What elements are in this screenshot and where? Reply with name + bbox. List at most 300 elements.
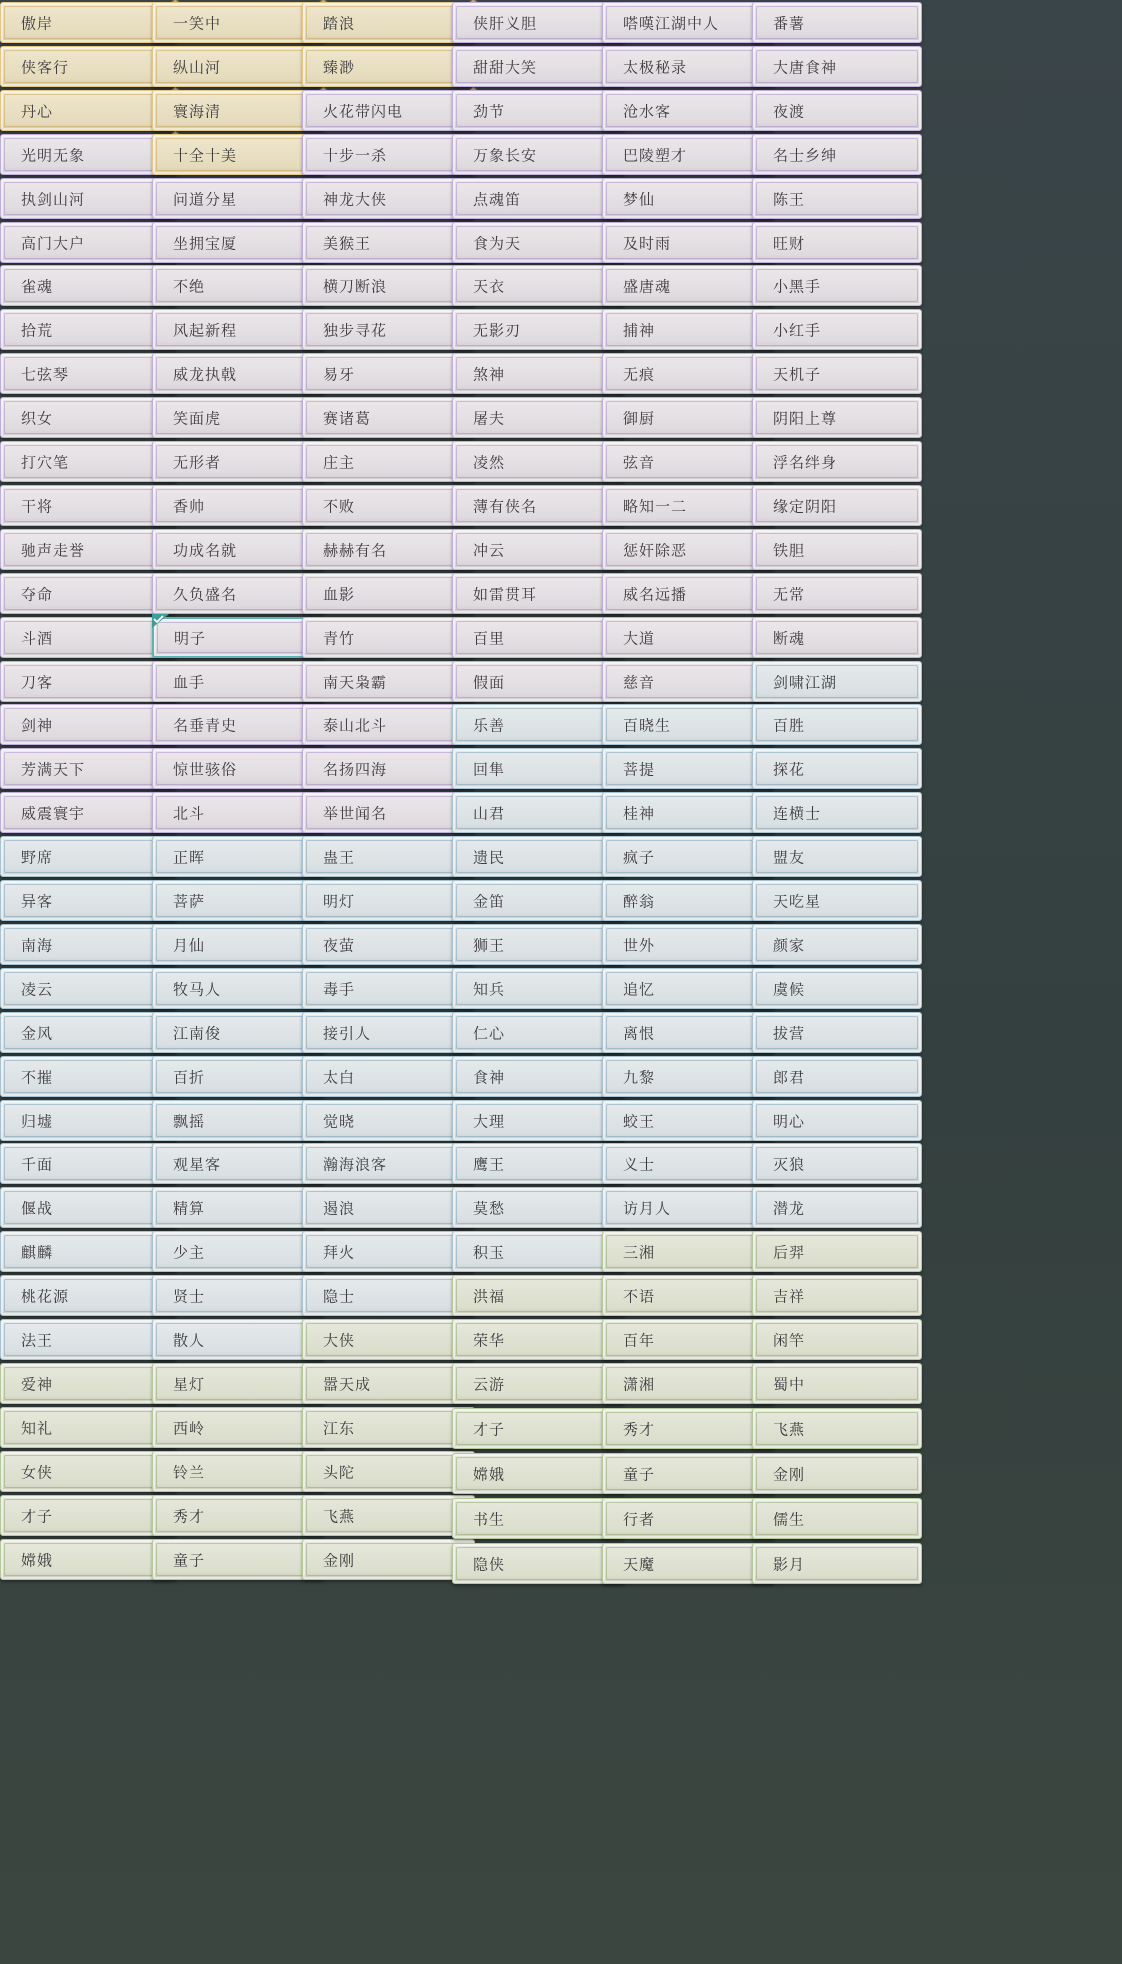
title-tile[interactable] [152, 792, 325, 833]
title-tile[interactable] [0, 1407, 177, 1448]
title-label: 小黑手 [773, 277, 822, 295]
title-tile[interactable] [152, 134, 325, 175]
title-label: 旺财 [773, 234, 806, 252]
title-tile[interactable] [302, 529, 475, 570]
title-tile[interactable] [752, 1187, 922, 1228]
title-tile[interactable] [302, 222, 475, 263]
title-tile[interactable] [602, 529, 775, 570]
title-tile[interactable] [302, 1143, 475, 1184]
title-tile[interactable] [152, 880, 325, 921]
title-tile[interactable] [602, 1408, 775, 1449]
title-tile[interactable] [752, 661, 922, 702]
title-label: 爱神 [21, 1375, 54, 1393]
title-tile[interactable] [152, 1056, 325, 1097]
title-label: 天吃星 [773, 892, 822, 910]
title-label: 断魂 [773, 629, 806, 647]
title-tile[interactable] [752, 1319, 922, 1360]
title-tile[interactable] [452, 90, 625, 131]
title-tile[interactable] [602, 441, 775, 482]
title-tile[interactable] [302, 661, 475, 702]
title-tile[interactable] [152, 222, 325, 263]
title-tile[interactable] [602, 573, 775, 614]
title-tile[interactable] [752, 353, 922, 394]
title-tile[interactable] [302, 441, 475, 482]
title-tile[interactable] [452, 573, 625, 614]
title-tile[interactable] [452, 222, 625, 263]
title-label: 铃兰 [173, 1463, 206, 1481]
title-tile[interactable] [152, 485, 325, 526]
title-tile[interactable] [452, 353, 625, 394]
title-tile[interactable] [752, 1143, 922, 1184]
title-tile[interactable] [752, 836, 922, 877]
title-tile[interactable] [602, 1187, 775, 1228]
title-tile[interactable] [452, 265, 625, 306]
title-label: 蛊王 [323, 848, 356, 866]
title-tile[interactable] [0, 924, 177, 965]
title-tile[interactable] [302, 90, 475, 131]
title-tile[interactable] [752, 617, 922, 658]
title-label: 拔营 [773, 1024, 806, 1042]
title-label: 蛟王 [623, 1112, 656, 1130]
title-label: 十全十美 [173, 146, 238, 164]
title-tile[interactable] [602, 265, 775, 306]
title-tile[interactable] [152, 704, 325, 745]
title-label: 虞候 [773, 980, 806, 998]
title-label: 名扬四海 [323, 760, 388, 778]
title-tile[interactable] [0, 1451, 177, 1492]
title-tile[interactable] [452, 617, 625, 658]
title-label: 金风 [21, 1024, 54, 1042]
title-tile[interactable] [452, 968, 625, 1009]
title-tile[interactable] [752, 1363, 922, 1404]
title-tile[interactable] [302, 1275, 475, 1316]
title-label: 侠客行 [21, 58, 70, 76]
title-tile[interactable] [752, 880, 922, 921]
title-tile[interactable] [0, 1100, 177, 1141]
title-tile[interactable] [602, 792, 775, 833]
title-tile[interactable] [602, 748, 775, 789]
title-tile[interactable] [602, 2, 775, 43]
title-tile[interactable] [602, 1231, 775, 1272]
title-tile[interactable] [602, 90, 775, 131]
title-tile[interactable] [752, 1453, 922, 1494]
title-tile[interactable] [452, 1231, 625, 1272]
title-tile[interactable] [302, 617, 475, 658]
title-tile[interactable] [0, 661, 177, 702]
title-tile[interactable] [302, 880, 475, 921]
title-tile[interactable] [452, 704, 625, 745]
title-tile[interactable] [152, 1012, 325, 1053]
title-tile[interactable] [302, 1495, 475, 1536]
title-label: 雀魂 [21, 277, 54, 295]
title-tile[interactable] [0, 178, 177, 219]
title-tile[interactable] [752, 134, 922, 175]
title-tile[interactable] [752, 265, 922, 306]
title-label: 乐善 [473, 716, 506, 734]
title-label: 冲云 [473, 541, 506, 559]
title-tile[interactable] [452, 748, 625, 789]
title-label: 赫赫有名 [323, 541, 388, 559]
title-tile[interactable] [602, 1543, 775, 1584]
title-label: 臻渺 [323, 58, 356, 76]
title-tile[interactable] [152, 178, 325, 219]
title-tile[interactable] [752, 2, 922, 43]
title-label: 江东 [323, 1419, 356, 1437]
title-tile[interactable] [752, 573, 922, 614]
title-tile[interactable] [302, 792, 475, 833]
title-tile[interactable] [302, 1451, 475, 1492]
title-tile[interactable] [0, 880, 177, 921]
title-tile[interactable] [602, 1100, 775, 1141]
title-tile[interactable] [752, 485, 922, 526]
title-tile[interactable] [152, 1231, 325, 1272]
title-tile[interactable] [452, 1275, 625, 1316]
title-tile[interactable] [452, 1453, 625, 1494]
title-tile[interactable] [152, 661, 325, 702]
title-tile[interactable] [152, 1275, 325, 1316]
title-label: 甜甜大笑 [473, 58, 538, 76]
title-tile[interactable] [0, 1275, 177, 1316]
title-label: 傲岸 [21, 14, 54, 32]
title-tile[interactable] [452, 2, 625, 43]
title-label: 明心 [773, 1112, 806, 1130]
title-label: 不语 [623, 1287, 656, 1305]
title-label: 威名远播 [623, 585, 688, 603]
title-tile[interactable] [302, 1319, 475, 1360]
title-label: 浮名绊身 [773, 453, 838, 471]
title-tile[interactable] [0, 1056, 177, 1097]
title-tile[interactable] [602, 1363, 775, 1404]
title-label: 夜渡 [773, 102, 806, 120]
title-tile[interactable] [152, 1363, 325, 1404]
title-tile[interactable] [0, 836, 177, 877]
title-label: 桃花源 [21, 1287, 70, 1305]
title-tile[interactable] [302, 134, 475, 175]
title-tile[interactable] [752, 309, 922, 350]
title-tile[interactable] [602, 1498, 775, 1539]
title-label: 巴陵塑才 [623, 146, 688, 164]
title-tile[interactable] [302, 397, 475, 438]
title-tile[interactable] [752, 1231, 922, 1272]
title-tile[interactable] [302, 968, 475, 1009]
title-tile[interactable] [452, 1408, 625, 1449]
title-tile[interactable] [752, 1498, 922, 1539]
title-tile[interactable] [0, 1495, 177, 1536]
title-tile[interactable] [452, 880, 625, 921]
title-tile[interactable] [302, 1056, 475, 1097]
title-tile[interactable] [0, 968, 177, 1009]
title-tile[interactable] [752, 222, 922, 263]
title-tile[interactable] [452, 924, 625, 965]
title-tile[interactable] [152, 1451, 325, 1492]
title-tile[interactable] [602, 617, 775, 658]
title-tile[interactable] [0, 1363, 177, 1404]
title-tile[interactable] [302, 573, 475, 614]
title-tile[interactable] [0, 748, 177, 789]
title-tile[interactable] [152, 968, 325, 1009]
title-tile[interactable] [602, 1012, 775, 1053]
title-tile[interactable] [452, 1543, 625, 1584]
title-tile[interactable] [0, 792, 177, 833]
title-label: 百折 [173, 1068, 206, 1086]
title-label: 吉祥 [773, 1287, 806, 1305]
title-tile[interactable] [452, 1498, 625, 1539]
title-label: 后羿 [773, 1243, 806, 1261]
title-tile[interactable] [302, 46, 475, 87]
title-tile[interactable] [602, 222, 775, 263]
title-label: 易牙 [323, 365, 356, 383]
title-tile[interactable] [152, 748, 325, 789]
title-label: 潜龙 [773, 1199, 806, 1217]
title-tile[interactable] [452, 836, 625, 877]
title-tile[interactable] [602, 704, 775, 745]
title-tile[interactable] [302, 1407, 475, 1448]
title-label: 惊世骇俗 [173, 760, 238, 778]
title-label: 屠夫 [473, 409, 506, 427]
title-tile[interactable] [0, 1187, 177, 1228]
title-tile[interactable] [0, 617, 177, 658]
title-tile[interactable] [452, 178, 625, 219]
title-tile[interactable] [302, 353, 475, 394]
title-tile[interactable] [752, 924, 922, 965]
title-tile[interactable] [602, 1453, 775, 1494]
title-label: 莫愁 [473, 1199, 506, 1217]
title-tile[interactable] [0, 1012, 177, 1053]
title-tile[interactable] [302, 748, 475, 789]
title-tile[interactable] [0, 573, 177, 614]
title-label: 御厨 [623, 409, 656, 427]
title-tile[interactable] [452, 529, 625, 570]
title-tile[interactable] [152, 924, 325, 965]
title-tile[interactable] [0, 529, 177, 570]
title-tile[interactable] [152, 441, 325, 482]
title-label: 庄主 [323, 453, 356, 471]
title-tile[interactable] [152, 397, 325, 438]
title-tile[interactable] [602, 485, 775, 526]
title-tile[interactable] [752, 704, 922, 745]
title-label: 高门大户 [21, 234, 86, 252]
title-tile[interactable] [602, 661, 775, 702]
title-tile[interactable] [602, 46, 775, 87]
title-label: 剑啸江湖 [773, 673, 838, 691]
title-tile[interactable] [602, 924, 775, 965]
title-tile[interactable] [752, 46, 922, 87]
title-label: 月仙 [173, 936, 206, 954]
title-tile[interactable] [452, 1319, 625, 1360]
title-tile[interactable] [152, 309, 325, 350]
title-label: 梦仙 [623, 190, 656, 208]
title-tile[interactable] [452, 1012, 625, 1053]
title-tile[interactable] [452, 441, 625, 482]
title-tile[interactable] [0, 2, 177, 43]
title-tile[interactable] [752, 441, 922, 482]
title-label: 干将 [21, 497, 54, 515]
title-tile[interactable] [0, 90, 177, 131]
title-label: 醉翁 [623, 892, 656, 910]
title-tile[interactable] [302, 2, 475, 43]
title-label: 疯子 [623, 848, 656, 866]
title-tile[interactable] [752, 1100, 922, 1141]
title-tile[interactable] [152, 1495, 325, 1536]
title-label: 追忆 [623, 980, 656, 998]
title-label: 血手 [173, 673, 206, 691]
title-label: 江南俊 [173, 1024, 222, 1042]
title-tile[interactable] [302, 1012, 475, 1053]
title-tile[interactable] [152, 46, 325, 87]
title-tile[interactable] [152, 2, 325, 43]
title-tile[interactable] [752, 1012, 922, 1053]
title-tile[interactable] [0, 1539, 177, 1580]
title-tile[interactable] [152, 836, 325, 877]
title-tile[interactable] [452, 1056, 625, 1097]
title-tile[interactable] [752, 397, 922, 438]
title-tile[interactable] [602, 1143, 775, 1184]
title-label: 蜀中 [773, 1375, 806, 1393]
title-tile[interactable] [152, 1407, 325, 1448]
title-tile[interactable] [302, 1187, 475, 1228]
title-label: 闲竿 [773, 1331, 806, 1349]
title-tile[interactable] [602, 353, 775, 394]
title-label: 观星客 [173, 1155, 222, 1173]
title-label: 不摧 [21, 1068, 54, 1086]
title-tile[interactable] [0, 1143, 177, 1184]
title-tile[interactable] [452, 661, 625, 702]
title-label: 点魂笛 [473, 190, 522, 208]
title-label: 嚣天成 [323, 1375, 372, 1393]
title-tile[interactable] [602, 309, 775, 350]
title-label: 万象长安 [473, 146, 538, 164]
title-tile[interactable] [752, 968, 922, 1009]
title-tile[interactable] [0, 1231, 177, 1272]
title-tile[interactable] [302, 924, 475, 965]
title-label: 百胜 [773, 716, 806, 734]
title-tile[interactable] [602, 1275, 775, 1316]
title-tile[interactable] [0, 222, 177, 263]
title-label: 金刚 [773, 1465, 806, 1483]
title-label: 沧水客 [623, 102, 672, 120]
title-tile[interactable] [0, 704, 177, 745]
title-tile[interactable] [452, 792, 625, 833]
title-label: 童子 [173, 1551, 206, 1569]
title-tile[interactable] [452, 46, 625, 87]
title-tile[interactable] [452, 1363, 625, 1404]
title-label: 如雷贯耳 [473, 585, 538, 603]
title-tile[interactable] [0, 441, 177, 482]
title-tile[interactable] [0, 397, 177, 438]
title-tile[interactable] [452, 134, 625, 175]
title-tile[interactable] [452, 1187, 625, 1228]
title-label: 明灯 [323, 892, 356, 910]
title-label: 潇湘 [623, 1375, 656, 1393]
title-tile[interactable] [152, 1539, 325, 1580]
title-tile[interactable] [602, 968, 775, 1009]
title-tile[interactable] [302, 1539, 475, 1580]
title-tile[interactable] [602, 836, 775, 877]
title-tile[interactable] [752, 529, 922, 570]
title-tile[interactable] [152, 529, 325, 570]
title-tile[interactable] [152, 90, 325, 131]
title-label: 行者 [623, 1510, 656, 1528]
title-tile[interactable] [0, 1319, 177, 1360]
title-label: 不败 [323, 497, 356, 515]
title-tile[interactable] [152, 573, 325, 614]
title-label: 头陀 [323, 1463, 356, 1481]
title-label: 青竹 [323, 629, 356, 647]
title-label: 女侠 [21, 1463, 54, 1481]
title-tile[interactable] [152, 265, 325, 306]
title-tile[interactable] [752, 1056, 922, 1097]
title-label: 执剑山河 [21, 190, 86, 208]
title-tile[interactable] [302, 704, 475, 745]
title-tile[interactable] [752, 1275, 922, 1316]
title-label: 飘摇 [173, 1112, 206, 1130]
title-tile[interactable] [0, 353, 177, 394]
title-tile[interactable] [602, 397, 775, 438]
title-label: 香帅 [173, 497, 206, 515]
title-label: 太白 [323, 1068, 356, 1086]
title-tile[interactable] [152, 1187, 325, 1228]
title-tile[interactable] [152, 1143, 325, 1184]
title-label: 名垂青史 [173, 716, 238, 734]
title-tile[interactable] [452, 1143, 625, 1184]
title-tile[interactable] [152, 617, 325, 658]
title-label: 打穴笔 [21, 453, 70, 471]
title-tile[interactable] [752, 792, 922, 833]
title-label: 大侠 [323, 1331, 356, 1349]
title-tile[interactable] [602, 1319, 775, 1360]
title-tile[interactable] [0, 134, 177, 175]
title-tile[interactable] [0, 265, 177, 306]
title-tile[interactable] [452, 1100, 625, 1141]
title-tile[interactable] [0, 309, 177, 350]
title-label: 问道分星 [173, 190, 238, 208]
title-label: 百年 [623, 1331, 656, 1349]
title-tile[interactable] [302, 309, 475, 350]
title-tile[interactable] [602, 178, 775, 219]
title-tile[interactable] [152, 353, 325, 394]
title-tile[interactable] [152, 1319, 325, 1360]
title-tile[interactable] [302, 265, 475, 306]
title-tile[interactable] [752, 1408, 922, 1449]
title-label: 及时雨 [623, 234, 672, 252]
title-label: 千面 [21, 1155, 54, 1173]
title-tile[interactable] [452, 485, 625, 526]
title-tile[interactable] [752, 178, 922, 219]
title-tile[interactable] [602, 134, 775, 175]
title-label: 七弦琴 [21, 365, 70, 383]
title-tile[interactable] [302, 1231, 475, 1272]
title-tile[interactable] [0, 485, 177, 526]
title-tile[interactable] [452, 309, 625, 350]
title-label: 才子 [473, 1420, 506, 1438]
title-tile[interactable] [452, 397, 625, 438]
title-tile[interactable] [0, 46, 177, 87]
title-tile[interactable] [602, 1056, 775, 1097]
title-tile[interactable] [752, 748, 922, 789]
title-label: 少主 [173, 1243, 206, 1261]
title-tile[interactable] [602, 880, 775, 921]
title-label: 菩提 [623, 760, 656, 778]
title-label: 鹰王 [473, 1155, 506, 1173]
title-tile[interactable] [302, 1100, 475, 1141]
title-tile[interactable] [752, 1543, 922, 1584]
title-tile[interactable] [302, 1363, 475, 1404]
title-tile[interactable] [752, 90, 922, 131]
title-tile[interactable] [302, 836, 475, 877]
title-tile[interactable] [302, 178, 475, 219]
title-tile[interactable] [152, 1100, 325, 1141]
title-tile[interactable] [302, 485, 475, 526]
